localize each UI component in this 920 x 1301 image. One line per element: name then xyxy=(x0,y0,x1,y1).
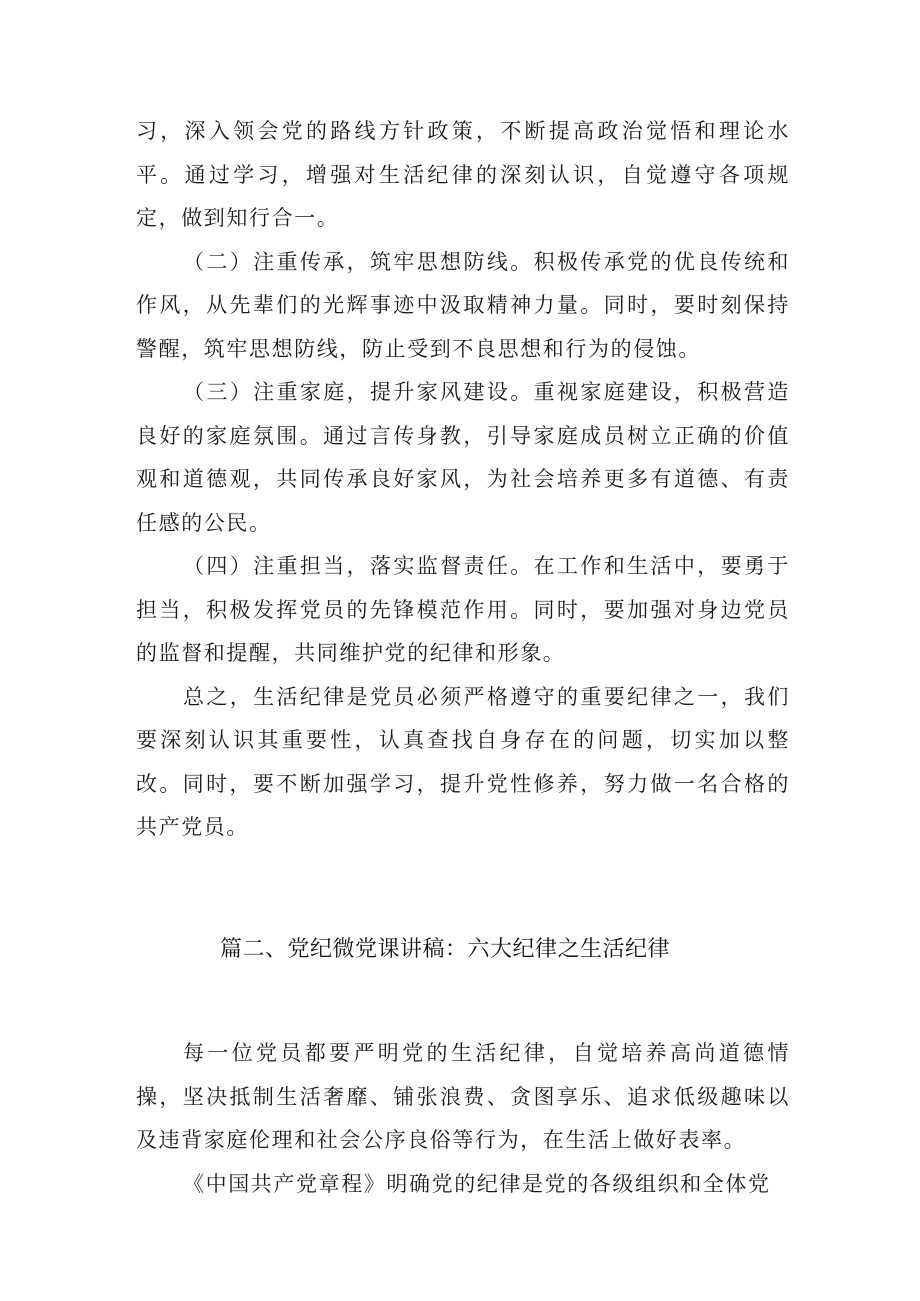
section-two-paragraph-2: 《中国共产党章程》明确党的纪律是党的各级组织和全体党 xyxy=(183,1171,771,1196)
point-two-paragraph: （二）注重传承，筑牢思想防线。积极传承党的优良传统和作风，从先辈们的光辉事迹中汲取精神力量。同时，要时刻保持警醒，筑牢思想防线，防止受到不良思想和行为的侵蚀。 xyxy=(136,249,790,361)
point-three-paragraph: （三）注重家庭，提升家风建设。重视家庭建设，积极营造良好的家庭氛围。通过言传身教，引导家庭成员树立正确的价值观和道德观，共同传承良好家风，为社会培养更多有道德、有责任感的公民。 xyxy=(136,380,790,535)
section-two-body xyxy=(136,1032,790,1206)
conclusion-paragraph: 总之，生活纪律是党员必须严格遵守的重要纪律之一，我们要深刻认识其重要性，认真查找自身存在的问题，切实加以整改。同时，要不断加强学习，提升党性修养，努力做一名合格的共产党员。 xyxy=(136,684,790,839)
section-two-paragraph-1: 每一位党员都要严明党的生活纪律，自觉培养高尚道德情操，坚决抵制生活奢靡、铺张浪费、贪图享乐、追求低级趣味以及违背家庭伦理和社会公序良俗等行为，在生活上做好表率。 xyxy=(136,1041,790,1152)
continued-paragraph: 习，深入领会党的路线方针政策，不断提高政治觉悟和理论水平。通过学习，增强对生活纪律的深刻认识，自觉遵守各项规定，做到知行合一。 xyxy=(136,119,790,230)
point-four-paragraph: （四）注重担当，落实监督责任。在工作和生活中，要勇于担当，积极发挥党员的先锋模范作用。同时，要加强对身边党员的监督和提醒，共同维护党的纪律和形象。 xyxy=(136,554,790,665)
section-one-tail xyxy=(136,110,790,850)
section-two-title: 篇二、党纪微党课讲稿：六大纪律之生活纪律 xyxy=(219,937,670,962)
